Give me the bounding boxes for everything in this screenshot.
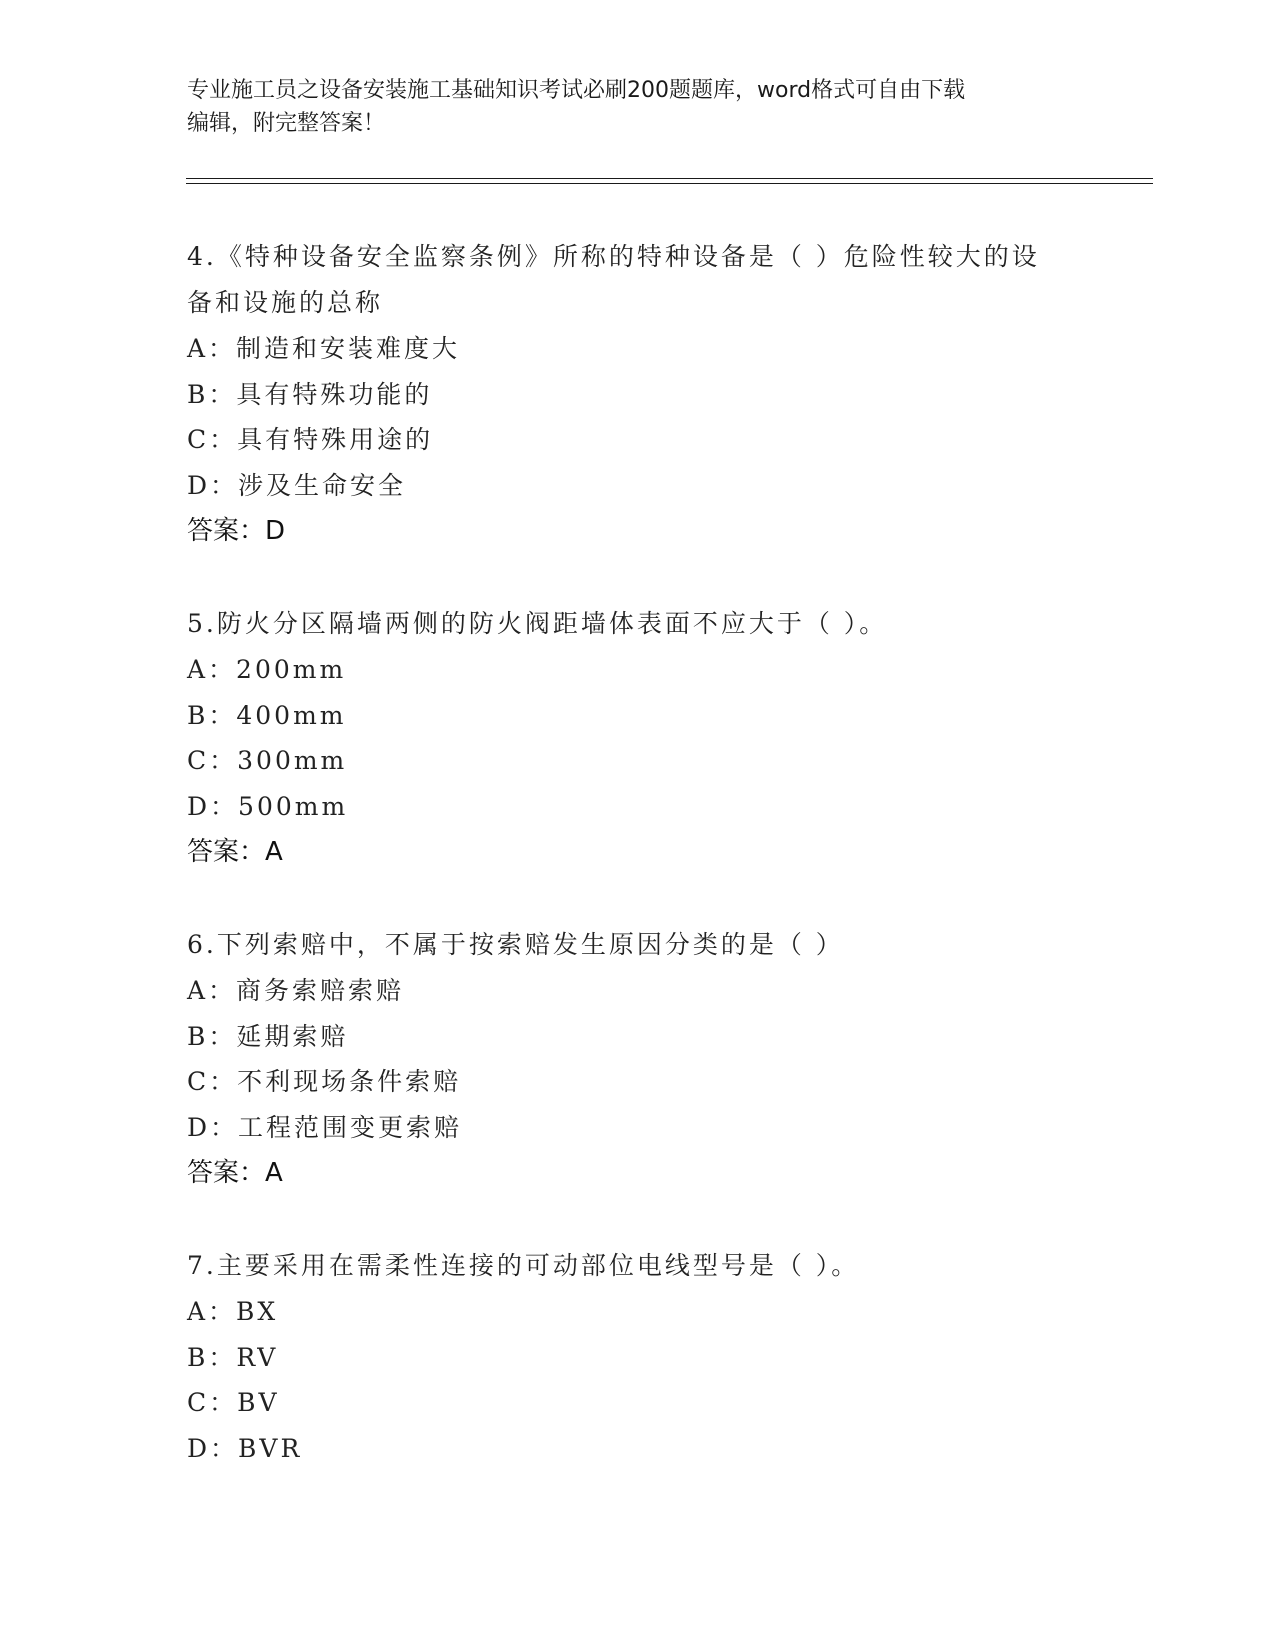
question-7 [187, 1243, 1107, 1471]
option-a: A：制造和安装难度大 [187, 334, 461, 363]
document-header [187, 74, 1067, 140]
option-d: D：工程范围变更索赔 [187, 1112, 463, 1142]
option-d: D：涉及生命安全 [187, 470, 407, 500]
question-stem: 4.《特种设备安全监察条例》所称的特种设备是（ ）危险性较大的设 [187, 242, 1040, 271]
option-b: B：具有特殊功能的 [187, 379, 433, 409]
question-5 [187, 601, 1107, 875]
question-stem-continued: 备和设施的总称 [187, 288, 384, 317]
option-a: A：200mm [187, 655, 347, 684]
answer: 答案：A [187, 1158, 283, 1188]
answer: 答案：D [187, 516, 286, 546]
header-divider-top [186, 178, 1153, 179]
option-a: A：商务索赔索赔 [187, 976, 405, 1005]
answer: 答案：A [187, 837, 283, 867]
option-a: A：BX [187, 1297, 279, 1326]
question-list [187, 234, 1107, 1518]
option-d: D：BVR [187, 1433, 303, 1463]
option-c: C：BV [187, 1388, 280, 1417]
option-b: B：RV [187, 1342, 279, 1372]
option-c: C：300mm [187, 746, 348, 775]
option-b: B：400mm [187, 700, 347, 730]
question-stem: 6.下列索赔中，不属于按索赔发生原因分类的是（ ） [187, 930, 844, 959]
header-divider-bottom [186, 183, 1153, 184]
question-stem: 7.主要采用在需柔性连接的可动部位电线型号是（ ）。 [187, 1251, 860, 1280]
option-c: C：不利现场条件索赔 [187, 1067, 462, 1096]
header-line-1: 专业施工员之设备安装施工基础知识考试必刷200题题库，word格式可自由下载 [187, 78, 966, 103]
question-6 [187, 922, 1107, 1196]
question-stem: 5.防火分区隔墙两侧的防火阀距墙体表面不应大于（ ）。 [187, 609, 888, 638]
option-b: B：延期索赔 [187, 1021, 349, 1051]
option-d: D：500mm [187, 791, 349, 821]
header-line-2: 编辑，附完整答案！ [187, 111, 386, 136]
question-4 [187, 234, 1107, 554]
option-c: C：具有特殊用途的 [187, 425, 434, 454]
